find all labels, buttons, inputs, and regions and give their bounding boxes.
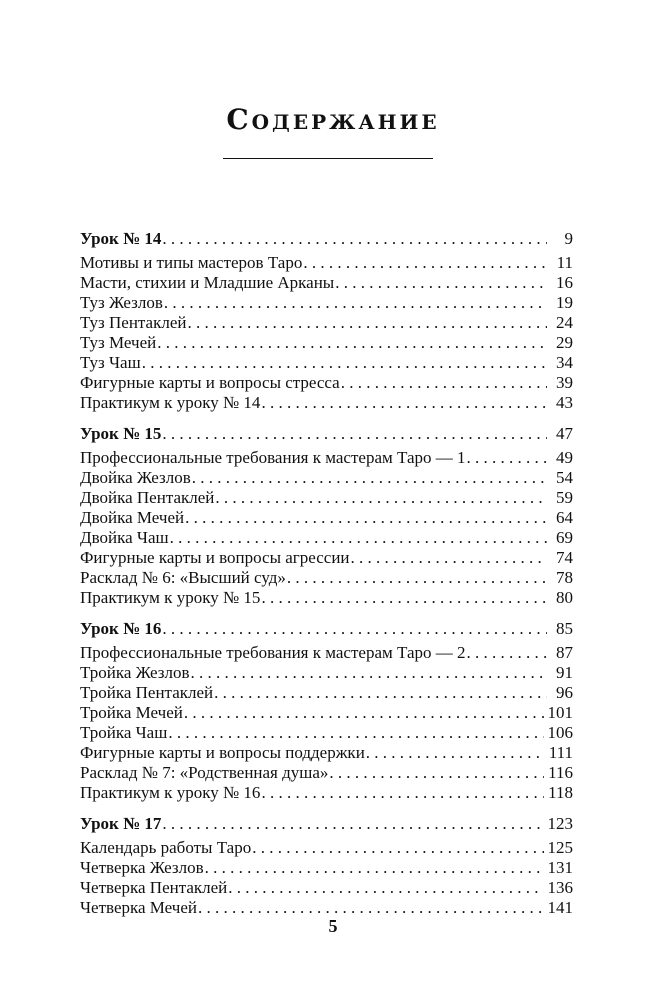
dot-leader xyxy=(467,643,547,663)
dot-leader xyxy=(366,743,545,763)
toc-entry[interactable] xyxy=(80,878,573,898)
toc-page-number: 34 xyxy=(556,353,573,372)
toc-entry-label: Фигурные карты и вопросы стресса xyxy=(80,373,340,392)
toc-page-number: 131 xyxy=(547,858,573,877)
page-number: 5 xyxy=(328,916,338,936)
toc-entry[interactable] xyxy=(80,293,573,313)
dot-leader xyxy=(192,468,547,488)
toc-entry[interactable] xyxy=(80,743,573,763)
toc-page-number: 101 xyxy=(547,703,573,722)
toc-entry-label: Двойка Пентаклей xyxy=(80,488,215,507)
toc-lesson-heading[interactable] xyxy=(80,619,573,639)
toc-entry[interactable] xyxy=(80,488,573,508)
dot-leader xyxy=(162,229,547,249)
dot-leader xyxy=(261,393,547,413)
toc-entry-label: Практикум к уроку № 14 xyxy=(80,393,261,412)
dot-leader xyxy=(190,663,547,683)
toc-entry[interactable] xyxy=(80,663,573,683)
toc-entry-label: Четверка Пентаклей xyxy=(80,878,228,897)
toc-page-number: 91 xyxy=(556,663,573,682)
toc-entry-label: Фигурные карты и вопросы поддержки xyxy=(80,743,365,762)
title-divider xyxy=(223,158,433,159)
toc-entry[interactable] xyxy=(80,253,573,273)
toc-page-number: 29 xyxy=(556,333,573,352)
toc-entry[interactable] xyxy=(80,548,573,568)
toc-page-number: 116 xyxy=(548,763,573,782)
toc-page-number: 9 xyxy=(564,229,573,248)
toc-entry-label: Практикум к уроку № 15 xyxy=(80,588,261,607)
toc-entry-label: Профессиональные требования к мастерам Таро — 1 xyxy=(80,448,466,467)
toc-entry[interactable] xyxy=(80,858,573,878)
toc-section-lesson-14 xyxy=(80,229,573,413)
dot-leader xyxy=(205,858,544,878)
toc-page-number: 24 xyxy=(556,313,573,332)
toc-page-number: 136 xyxy=(547,878,573,897)
toc-page-number: 64 xyxy=(556,508,573,527)
toc-entry-label: Туз Жезлов xyxy=(80,293,163,312)
dot-leader xyxy=(184,703,544,723)
toc-page-number: 43 xyxy=(556,393,573,412)
toc-entry[interactable] xyxy=(80,373,573,393)
toc-entry-label: Урок № 15 xyxy=(80,424,162,443)
toc-entry-label: Туз Мечей xyxy=(80,333,157,352)
toc-lesson-heading[interactable] xyxy=(80,424,573,444)
toc-entry[interactable] xyxy=(80,448,573,468)
dot-leader xyxy=(261,588,547,608)
toc-entry[interactable] xyxy=(80,313,573,333)
toc-entry[interactable] xyxy=(80,683,573,703)
toc-entry[interactable] xyxy=(80,528,573,548)
toc-entry-label: Урок № 17 xyxy=(80,814,162,833)
toc-entry-label: Расклад № 7: «Родственная душа» xyxy=(80,763,329,782)
dot-leader xyxy=(185,508,547,528)
toc-entry[interactable] xyxy=(80,393,573,413)
toc-entry[interactable] xyxy=(80,838,573,858)
toc-page-number: 54 xyxy=(556,468,573,487)
toc-lesson-heading[interactable] xyxy=(80,229,573,249)
toc-entry-label: Четверка Мечей xyxy=(80,898,197,917)
toc-section-lesson-17 xyxy=(80,814,573,918)
toc-entry-label: Мотивы и типы мастеров Таро xyxy=(80,253,303,272)
toc-section-lesson-16 xyxy=(80,619,573,803)
toc-entry-label: Масти, стихии и Младшие Арканы xyxy=(80,273,335,292)
toc-entry[interactable] xyxy=(80,643,573,663)
toc-entry-label: Расклад № 6: «Высший суд» xyxy=(80,568,286,587)
dot-leader xyxy=(329,763,544,783)
dot-leader xyxy=(162,424,547,444)
dot-leader xyxy=(287,568,547,588)
dot-leader xyxy=(252,838,543,858)
toc-page-number: 78 xyxy=(556,568,573,587)
toc-entry[interactable] xyxy=(80,723,573,743)
toc-page-number: 85 xyxy=(556,619,573,638)
toc-entry[interactable] xyxy=(80,353,573,373)
toc-page-number: 141 xyxy=(547,898,573,917)
dot-leader xyxy=(162,814,543,834)
toc-page-number: 80 xyxy=(556,588,573,607)
toc-entry-label: Тройка Пентаклей xyxy=(80,683,214,702)
dot-leader xyxy=(303,253,547,273)
toc-entry-label: Тройка Жезлов xyxy=(80,663,190,682)
toc-entry-label: Урок № 16 xyxy=(80,619,162,638)
toc-page-number: 69 xyxy=(556,528,573,547)
toc-entry-label: Четверка Жезлов xyxy=(80,858,204,877)
toc-page-number: 111 xyxy=(548,743,573,762)
toc-page-number: 19 xyxy=(556,293,573,312)
toc-entry[interactable] xyxy=(80,508,573,528)
dot-leader xyxy=(215,488,547,508)
toc-entry[interactable] xyxy=(80,333,573,353)
dot-leader xyxy=(261,783,544,803)
dot-leader xyxy=(142,353,547,373)
dot-leader xyxy=(188,313,548,333)
dot-leader xyxy=(168,723,543,743)
toc-section-lesson-15 xyxy=(80,424,573,608)
toc-page-number: 39 xyxy=(556,373,573,392)
toc-page-number: 74 xyxy=(556,548,573,567)
dot-leader xyxy=(467,448,547,468)
dot-leader xyxy=(351,548,547,568)
toc-page-number: 47 xyxy=(556,424,573,443)
toc-page-number: 106 xyxy=(547,723,573,742)
toc-entry-label: Туз Чаш xyxy=(80,353,141,372)
dot-leader xyxy=(157,333,547,353)
toc-entry-label: Календарь работы Таро xyxy=(80,838,252,857)
toc-entry-label: Фигурные карты и вопросы агрессии xyxy=(80,548,350,567)
toc-entry[interactable] xyxy=(80,588,573,608)
table-of-contents xyxy=(80,229,573,929)
toc-page-number: 16 xyxy=(556,273,573,292)
toc-entry[interactable] xyxy=(80,273,573,293)
toc-page-number: 11 xyxy=(556,253,573,272)
dot-leader xyxy=(335,273,547,293)
toc-entry-label: Туз Пентаклей xyxy=(80,313,187,332)
toc-page-number: 49 xyxy=(556,448,573,467)
toc-page-number: 96 xyxy=(556,683,573,702)
toc-entry-label: Двойка Жезлов xyxy=(80,468,191,487)
toc-entry-label: Двойка Чаш xyxy=(80,528,169,547)
toc-entry-label: Урок № 14 xyxy=(80,229,162,248)
dot-leader xyxy=(198,898,544,918)
toc-page-number: 59 xyxy=(556,488,573,507)
dot-leader xyxy=(214,683,547,703)
toc-entry-label: Практикум к уроку № 16 xyxy=(80,783,261,802)
toc-entry[interactable] xyxy=(80,568,573,588)
dot-leader xyxy=(164,293,547,313)
toc-page-number: 87 xyxy=(556,643,573,662)
toc-page-number: 118 xyxy=(548,783,573,802)
dot-leader xyxy=(162,619,547,639)
toc-entry-label: Двойка Мечей xyxy=(80,508,185,527)
toc-entry[interactable] xyxy=(80,468,573,488)
toc-entry[interactable] xyxy=(80,703,573,723)
toc-lesson-heading[interactable] xyxy=(80,814,573,834)
toc-entry[interactable] xyxy=(80,763,573,783)
toc-entry[interactable] xyxy=(80,783,573,803)
page-title: Содержание xyxy=(226,103,440,136)
dot-leader xyxy=(228,878,543,898)
toc-entry-label: Тройка Чаш xyxy=(80,723,168,742)
dot-leader xyxy=(170,528,547,548)
toc-page-number: 125 xyxy=(547,838,573,857)
toc-entry-label: Тройка Мечей xyxy=(80,703,183,722)
toc-entry[interactable] xyxy=(80,898,573,918)
dot-leader xyxy=(341,373,547,393)
toc-entry-label: Профессиональные требования к мастерам Таро — 2 xyxy=(80,643,466,662)
toc-page-number: 123 xyxy=(547,814,573,833)
